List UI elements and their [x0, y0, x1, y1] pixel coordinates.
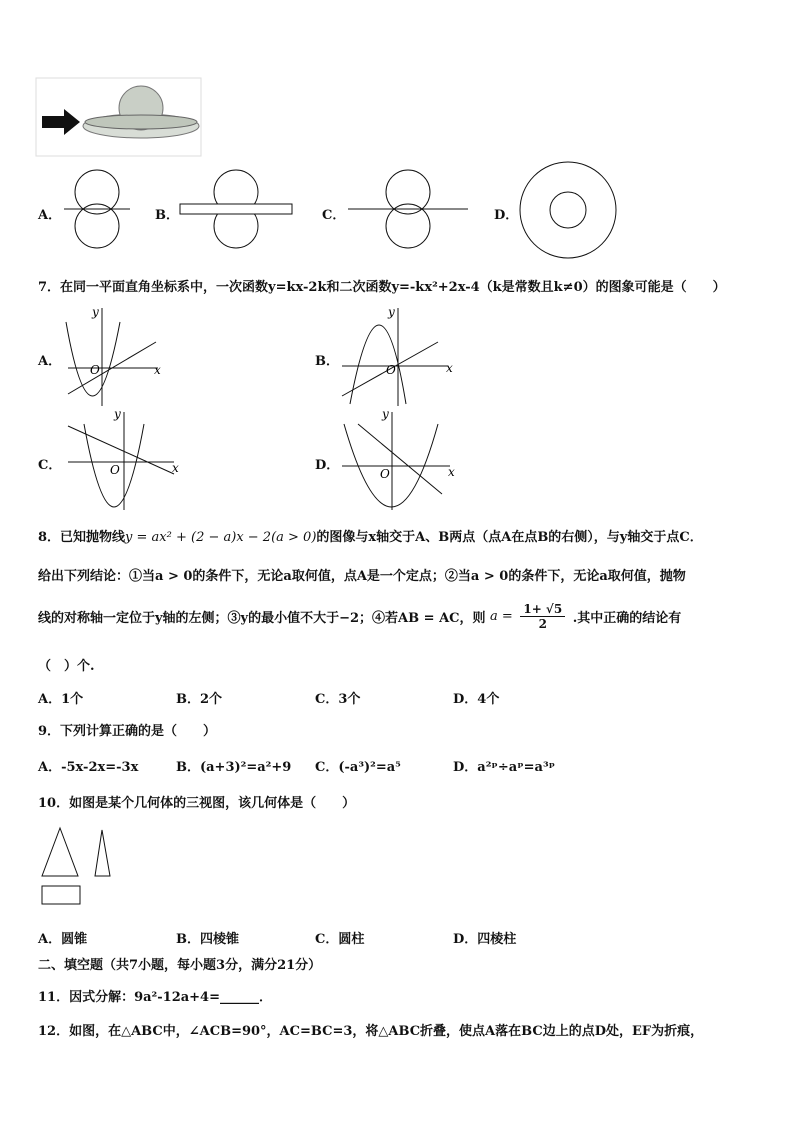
axis-x-label: x — [154, 363, 161, 377]
q6-option-a-figure — [62, 168, 132, 250]
front-view-triangle — [42, 828, 78, 876]
q6-option-c-label[interactable]: C． — [322, 208, 346, 223]
q8-choice-c[interactable]: C．3个 — [315, 692, 361, 707]
q7-option-b-label[interactable]: B． — [315, 354, 339, 369]
q8-line3 — [38, 602, 681, 631]
q8-choice-a[interactable]: A．1个 — [38, 692, 84, 707]
q7-option-c-label[interactable]: C． — [38, 458, 62, 473]
q10-stem: 10．如图是某个几何体的三视图，该几何体是（ ） — [38, 796, 356, 811]
q6-option-b-label[interactable]: B． — [155, 208, 179, 223]
q8-line3-suffix: .其中正确的结论有 — [572, 611, 682, 626]
side-view-triangle — [95, 830, 110, 876]
axis-y-label: y — [92, 305, 99, 319]
q9-choice-d[interactable]: D．a²ᵖ÷aᵖ=a³ᵖ — [453, 760, 556, 775]
q8-line2: 给出下列结论：①当a > 0的条件下，无论a取何值，点A是一个定点；②当a > 0的条件下，无论a取何值，抛物 — [38, 569, 686, 584]
q6-option-c-figure — [346, 168, 470, 250]
q11-stem: 11．因式分解：9a²-12a+4=______． — [38, 990, 272, 1005]
section-2-heading: 二、填空题（共7小题，每小题3分，满分21分） — [38, 958, 322, 973]
q10-choice-d[interactable]: D．四棱柱 — [453, 932, 517, 947]
fraction-denominator: 2 — [538, 617, 547, 631]
q10-choice-c[interactable]: C．圆柱 — [315, 932, 365, 947]
q7-stem: 7．在同一平面直角坐标系中，一次函数y=kx-2k和二次函数y=-kx²+2x-4（k是常数且k≠0）的图象可能是（ ） — [38, 280, 726, 295]
q9-choice-c[interactable]: C．(-a³)²=a⁵ — [315, 760, 401, 775]
origin-label: O — [380, 467, 390, 481]
fraction-numerator: 1+ √5 — [520, 602, 565, 617]
q10-choice-a[interactable]: A．圆锥 — [38, 932, 88, 947]
golden-ratio-fraction — [520, 602, 565, 631]
q9-choice-a[interactable]: A．-5x-2x=-3x — [38, 760, 139, 775]
top-view-rectangle — [42, 886, 80, 904]
q7-option-d-label[interactable]: D． — [315, 458, 340, 473]
q12-stem: 12．如图，在△ABC中，∠ACB=90°，AC=BC=3，将△ABC折叠，使点A落在BC边上的点D处，EF为折痕， — [38, 1024, 704, 1039]
q8-line3-lhs: a = — [490, 609, 513, 624]
q8-choice-d[interactable]: D．4个 — [453, 692, 500, 707]
q8-formula: y = ax² + (2 − a)x − 2(a > 0) — [125, 530, 317, 545]
q6-option-d-label[interactable]: D． — [494, 208, 519, 223]
q8-line1 — [38, 526, 703, 545]
three-views-figure — [38, 824, 120, 912]
q8-line1-suffix: 的图像与x轴交于A、B两点（点A在点B的右侧），与y轴交于点C． — [316, 530, 703, 545]
q10-choice-b[interactable]: B．四棱锥 — [176, 932, 239, 947]
q6-option-d-figure — [518, 160, 618, 260]
q7-option-c-graph — [62, 406, 184, 512]
q7-option-b-graph — [336, 302, 462, 408]
q8-line1-prefix: 8．已知抛物线 — [38, 530, 126, 545]
q7-option-a-label[interactable]: A． — [38, 354, 62, 369]
axis-x-label: x — [448, 465, 455, 479]
solid-figure — [36, 78, 201, 156]
q6-option-b-figure — [178, 168, 294, 250]
q7-option-d-graph — [336, 406, 462, 512]
origin-label: O — [90, 363, 100, 377]
q9-stem: 9．下列计算正确的是（ ） — [38, 724, 217, 739]
q8-line4: （ ）个. — [38, 659, 95, 674]
q9-choice-b[interactable]: B．(a+3)²=a²+9 — [176, 760, 292, 775]
axis-y-label: y — [114, 407, 121, 421]
axis-y-label: y — [382, 407, 389, 421]
arrow-icon — [42, 109, 80, 135]
q6-option-a-label[interactable]: A． — [38, 208, 62, 223]
axis-x-label: x — [172, 461, 179, 475]
q8-line3-prefix: 线的对称轴一定位于y轴的左侧；③y的最小值不大于−2；④若AB = AC，则 — [38, 611, 486, 626]
q8-choice-b[interactable]: B．2个 — [176, 692, 223, 707]
q7-option-a-graph — [62, 302, 172, 408]
axis-x-label: x — [446, 361, 453, 375]
axis-y-label: y — [388, 305, 395, 319]
origin-label: O — [110, 463, 120, 477]
origin-label: O — [386, 363, 396, 377]
